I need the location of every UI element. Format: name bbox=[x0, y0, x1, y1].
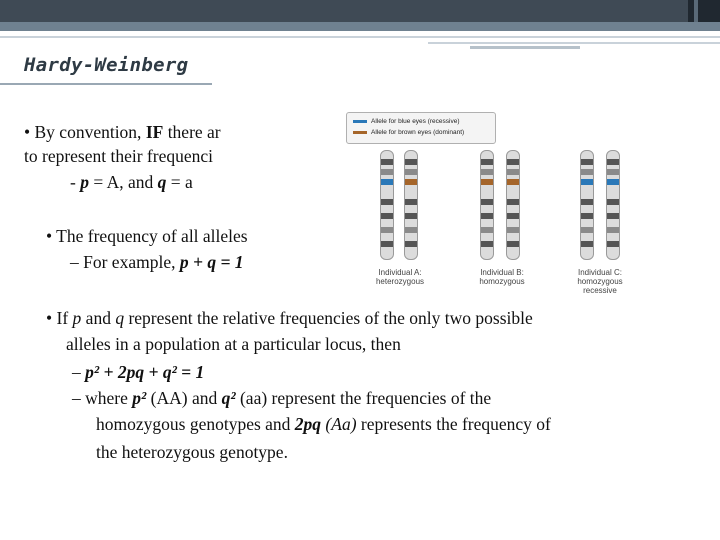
label-line: homozygous bbox=[577, 277, 623, 286]
chromosome-band bbox=[607, 159, 619, 165]
chromosome-band bbox=[381, 213, 393, 219]
blue-allele bbox=[607, 179, 619, 185]
label-line: homozygous bbox=[479, 277, 525, 286]
chromosome-figure bbox=[296, 108, 720, 304]
bullet1-line3 bbox=[70, 172, 193, 192]
legend-label: Allele for brown eyes (dominant) bbox=[371, 129, 465, 136]
chromosome-band bbox=[507, 199, 519, 205]
chromosome-band bbox=[481, 213, 493, 219]
blue-allele bbox=[381, 179, 393, 185]
chromosome-band bbox=[607, 169, 619, 175]
label-individual-b bbox=[462, 268, 542, 286]
decor-line bbox=[0, 36, 720, 38]
brown-allele bbox=[481, 179, 493, 185]
text-italic: (Aa) bbox=[321, 414, 357, 434]
chromosome-band bbox=[507, 169, 519, 175]
legend-row-brown bbox=[353, 129, 464, 136]
text: (AA) and bbox=[146, 388, 222, 408]
bullet3-line1 bbox=[46, 308, 533, 328]
bullet3-line2: alleles in a population at a particular locus, then bbox=[66, 334, 401, 354]
label-line: recessive bbox=[583, 286, 617, 295]
decor-line bbox=[428, 42, 720, 44]
chromosome-band bbox=[581, 241, 593, 247]
text: represent the relative frequencies of the only two possible bbox=[124, 308, 533, 328]
chromosome-band bbox=[581, 227, 593, 233]
label-line: Individual C: bbox=[577, 268, 623, 277]
chromosome-band bbox=[405, 241, 417, 247]
chromosome-band bbox=[607, 241, 619, 247]
chromosome-a1 bbox=[380, 150, 394, 260]
chromosome-band bbox=[581, 213, 593, 219]
slide-title: Hardy-Weinberg bbox=[24, 54, 189, 76]
text: homozygous genotypes and bbox=[96, 414, 295, 434]
symbol-q-squared: q² bbox=[221, 388, 236, 408]
legend-label: Allele for blue eyes (recessive) bbox=[371, 118, 460, 125]
chromosome-band bbox=[581, 199, 593, 205]
slide-top-band bbox=[0, 22, 720, 31]
chromosome-b2 bbox=[506, 150, 520, 260]
slide-top-corner bbox=[688, 0, 720, 22]
symbol-q: q bbox=[157, 172, 167, 192]
bullet3-line5 bbox=[96, 414, 551, 434]
chromosome-band bbox=[607, 213, 619, 219]
text-bold: IF bbox=[145, 122, 164, 142]
symbol-q: q bbox=[115, 308, 125, 328]
text: (aa) represent the frequencies of the bbox=[235, 388, 492, 408]
bullet2-line2 bbox=[70, 252, 244, 272]
chromosome-band bbox=[507, 227, 519, 233]
decor-line bbox=[470, 46, 580, 49]
label-individual-a bbox=[360, 268, 440, 286]
text: – For example, bbox=[70, 252, 180, 272]
bullet3-line3 bbox=[72, 362, 204, 382]
text: = A, and bbox=[88, 172, 158, 192]
label-line: Individual B: bbox=[480, 268, 524, 277]
chromosome-band bbox=[607, 227, 619, 233]
bullet3-line4 bbox=[72, 388, 491, 408]
chromosome-c1 bbox=[580, 150, 594, 260]
bullet2-line1: • The frequency of all alleles bbox=[46, 226, 248, 246]
text: and bbox=[81, 308, 116, 328]
chromosome-band bbox=[581, 169, 593, 175]
bullet3-line6: the heterozygous genotype. bbox=[96, 442, 288, 462]
chromosome-band bbox=[507, 159, 519, 165]
title-underline bbox=[0, 83, 212, 85]
figure-legend bbox=[346, 112, 496, 144]
chromosome-band bbox=[405, 199, 417, 205]
chromosome-band bbox=[607, 199, 619, 205]
chromosome-band bbox=[405, 159, 417, 165]
legend-row-blue bbox=[353, 118, 460, 125]
chromosome-band bbox=[481, 241, 493, 247]
label-individual-c bbox=[560, 268, 640, 295]
label-line: Individual A: bbox=[378, 268, 422, 277]
brown-swatch-icon bbox=[353, 131, 367, 134]
chromosome-band bbox=[381, 169, 393, 175]
chromosome-band bbox=[507, 241, 519, 247]
chromosome-b1 bbox=[480, 150, 494, 260]
bullet1-line1 bbox=[24, 122, 221, 142]
chromosome-a2 bbox=[404, 150, 418, 260]
slide-top-bar bbox=[0, 0, 720, 22]
chromosome-band bbox=[405, 169, 417, 175]
text: • By convention, bbox=[24, 122, 146, 142]
chromosome-band bbox=[481, 227, 493, 233]
chromosome-band bbox=[381, 159, 393, 165]
slide-top-corner-stripe bbox=[694, 0, 698, 22]
text: – bbox=[72, 362, 86, 382]
chromosome-band bbox=[481, 199, 493, 205]
chromosome-band bbox=[381, 227, 393, 233]
label-line: heterozygous bbox=[375, 277, 425, 286]
text: – where bbox=[72, 388, 133, 408]
chromosome-band bbox=[405, 227, 417, 233]
symbol-p: p bbox=[80, 172, 89, 192]
chromosome-band bbox=[507, 213, 519, 219]
equation: p² + 2pq + q² = 1 bbox=[85, 362, 205, 382]
chromosome-band bbox=[581, 159, 593, 165]
equation: p + q = 1 bbox=[179, 252, 244, 272]
chromosome-band bbox=[381, 241, 393, 247]
blue-allele bbox=[581, 179, 593, 185]
chromosome-band bbox=[481, 159, 493, 165]
symbol-2pq: 2pq bbox=[294, 414, 322, 434]
bullet1-line2: to represent their frequenci bbox=[24, 146, 214, 166]
brown-allele bbox=[507, 179, 519, 185]
chromosome-c2 bbox=[606, 150, 620, 260]
blue-swatch-icon bbox=[353, 120, 367, 123]
symbol-p: p bbox=[72, 308, 82, 328]
text: represents the frequency of bbox=[356, 414, 551, 434]
text: there ar bbox=[163, 122, 221, 142]
text: - bbox=[70, 172, 81, 192]
chromosome-band bbox=[381, 199, 393, 205]
chromosome-band bbox=[405, 213, 417, 219]
text: = a bbox=[166, 172, 193, 192]
chromosome-band bbox=[481, 169, 493, 175]
symbol-p-squared: p² bbox=[132, 388, 147, 408]
text: • If bbox=[46, 308, 73, 328]
brown-allele bbox=[405, 179, 417, 185]
